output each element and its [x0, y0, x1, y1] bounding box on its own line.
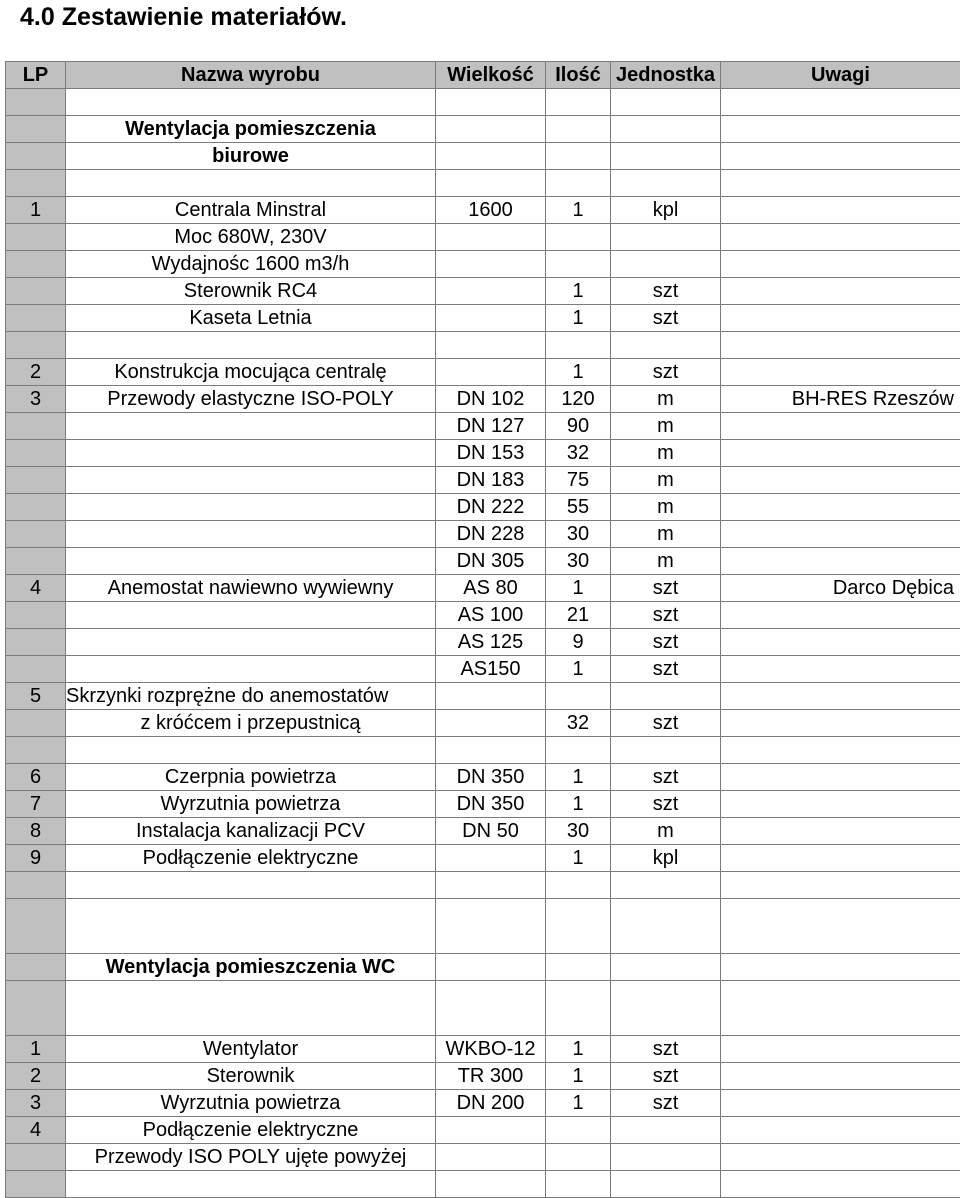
- cell-lp: [6, 251, 66, 278]
- table-row: [6, 791, 960, 818]
- cell-nazwa: Podłączenie elektryczne: [66, 1117, 436, 1144]
- cell-nazwa: Instalacja kanalizacji PCV: [66, 818, 436, 845]
- cell-jednostka: m: [611, 494, 721, 521]
- cell-uwagi: [721, 791, 960, 818]
- table-row: [6, 1144, 960, 1171]
- cell-nazwa: Wentylacja pomieszczenia: [66, 116, 436, 143]
- cell-wielkosc: [436, 170, 546, 197]
- cell-wielkosc: [436, 251, 546, 278]
- table-row: [6, 170, 960, 197]
- cell-wielkosc: [436, 1144, 546, 1171]
- cell-lp: [6, 170, 66, 197]
- cell-wielkosc: DN 153: [436, 440, 546, 467]
- table-row: [6, 575, 960, 602]
- table-row: [6, 116, 960, 143]
- cell-uwagi: [721, 1117, 960, 1144]
- cell-uwagi: [721, 305, 960, 332]
- table-row: [6, 1117, 960, 1144]
- cell-uwagi: [721, 602, 960, 629]
- cell-ilosc: 120: [546, 386, 611, 413]
- cell-nazwa: [66, 521, 436, 548]
- cell-jednostka: [611, 1171, 721, 1198]
- cell-wielkosc: [436, 737, 546, 764]
- cell-jednostka: m: [611, 413, 721, 440]
- cell-nazwa: [66, 548, 436, 575]
- cell-wielkosc: DN 228: [436, 521, 546, 548]
- cell-lp: [6, 899, 66, 954]
- cell-lp: 1: [6, 1036, 66, 1063]
- cell-jednostka: szt: [611, 305, 721, 332]
- cell-nazwa: Przewody ISO POLY ujęte powyżej: [66, 1144, 436, 1171]
- cell-jednostka: szt: [611, 359, 721, 386]
- cell-lp: [6, 954, 66, 981]
- cell-lp: [6, 710, 66, 737]
- cell-wielkosc: DN 305: [436, 548, 546, 575]
- cell-lp: [6, 602, 66, 629]
- cell-lp: [6, 413, 66, 440]
- cell-wielkosc: AS 80: [436, 575, 546, 602]
- cell-ilosc: [546, 116, 611, 143]
- cell-ilosc: 1: [546, 1063, 611, 1090]
- cell-wielkosc: WKBO-12: [436, 1036, 546, 1063]
- header-uwagi: Uwagi: [721, 62, 960, 89]
- cell-jednostka: m: [611, 467, 721, 494]
- cell-jednostka: [611, 116, 721, 143]
- cell-ilosc: [546, 954, 611, 981]
- cell-wielkosc: DN 127: [436, 413, 546, 440]
- cell-lp: 9: [6, 845, 66, 872]
- cell-wielkosc: DN 350: [436, 764, 546, 791]
- cell-uwagi: [721, 1063, 960, 1090]
- cell-nazwa: Wyrzutnia powietrza: [66, 791, 436, 818]
- cell-nazwa: Wydajnośc 1600 m3/h: [66, 251, 436, 278]
- cell-nazwa: [66, 89, 436, 116]
- cell-uwagi: [721, 494, 960, 521]
- cell-nazwa: Sterownik RC4: [66, 278, 436, 305]
- cell-uwagi: [721, 656, 960, 683]
- cell-nazwa: [66, 872, 436, 899]
- cell-ilosc: 1: [546, 656, 611, 683]
- cell-jednostka: [611, 981, 721, 1036]
- cell-ilosc: 1: [546, 791, 611, 818]
- table-row: [6, 1063, 960, 1090]
- cell-nazwa: [66, 899, 436, 954]
- cell-lp: 7: [6, 791, 66, 818]
- cell-uwagi: Darco Dębica: [721, 575, 960, 602]
- cell-nazwa: [66, 467, 436, 494]
- cell-wielkosc: [436, 710, 546, 737]
- cell-ilosc: [546, 872, 611, 899]
- cell-jednostka: szt: [611, 710, 721, 737]
- cell-lp: 1: [6, 197, 66, 224]
- cell-jednostka: szt: [611, 1063, 721, 1090]
- table-row: [6, 899, 960, 954]
- cell-ilosc: [546, 1144, 611, 1171]
- cell-lp: [6, 1171, 66, 1198]
- cell-jednostka: [611, 251, 721, 278]
- cell-ilosc: 9: [546, 629, 611, 656]
- header-wielkosc: Wielkość: [436, 62, 546, 89]
- cell-nazwa: Podłączenie elektryczne: [66, 845, 436, 872]
- table-row: [6, 494, 960, 521]
- header-ilosc: Ilość: [546, 62, 611, 89]
- table-row: [6, 602, 960, 629]
- cell-jednostka: [611, 332, 721, 359]
- cell-lp: 2: [6, 359, 66, 386]
- cell-lp: [6, 224, 66, 251]
- cell-ilosc: 30: [546, 521, 611, 548]
- cell-ilosc: 90: [546, 413, 611, 440]
- cell-ilosc: 1: [546, 1036, 611, 1063]
- cell-ilosc: [546, 683, 611, 710]
- cell-jednostka: m: [611, 521, 721, 548]
- cell-uwagi: [721, 413, 960, 440]
- cell-uwagi: [721, 1144, 960, 1171]
- cell-uwagi: [721, 1171, 960, 1198]
- cell-ilosc: 21: [546, 602, 611, 629]
- cell-ilosc: 1: [546, 575, 611, 602]
- cell-lp: [6, 656, 66, 683]
- table-row: [6, 305, 960, 332]
- cell-lp: [6, 494, 66, 521]
- table-row: [6, 197, 960, 224]
- cell-lp: [6, 629, 66, 656]
- table-row: [6, 1171, 960, 1198]
- cell-lp: 6: [6, 764, 66, 791]
- cell-wielkosc: 1600: [436, 197, 546, 224]
- cell-wielkosc: AS150: [436, 656, 546, 683]
- table-row: [6, 251, 960, 278]
- cell-ilosc: 1: [546, 197, 611, 224]
- cell-wielkosc: [436, 224, 546, 251]
- cell-wielkosc: DN 102: [436, 386, 546, 413]
- cell-nazwa: Przewody elastyczne ISO-POLY: [66, 386, 436, 413]
- cell-wielkosc: [436, 332, 546, 359]
- table-row: [6, 224, 960, 251]
- cell-nazwa: biurowe: [66, 143, 436, 170]
- cell-ilosc: 55: [546, 494, 611, 521]
- cell-lp: 5: [6, 683, 66, 710]
- table-body: [6, 89, 960, 1198]
- table-row: [6, 548, 960, 575]
- cell-ilosc: 75: [546, 467, 611, 494]
- cell-jednostka: szt: [611, 791, 721, 818]
- cell-ilosc: 1: [546, 845, 611, 872]
- table-row: [6, 143, 960, 170]
- cell-nazwa: Kaseta Letnia: [66, 305, 436, 332]
- cell-wielkosc: [436, 305, 546, 332]
- header-nazwa: Nazwa wyrobu: [66, 62, 436, 89]
- cell-wielkosc: [436, 359, 546, 386]
- cell-nazwa: Moc 680W, 230V: [66, 224, 436, 251]
- cell-jednostka: kpl: [611, 197, 721, 224]
- table-row: [6, 1036, 960, 1063]
- cell-nazwa: Sterownik: [66, 1063, 436, 1090]
- cell-ilosc: [546, 737, 611, 764]
- cell-lp: [6, 143, 66, 170]
- cell-nazwa: [66, 629, 436, 656]
- cell-lp: 4: [6, 1117, 66, 1144]
- cell-lp: [6, 440, 66, 467]
- table-row: [6, 386, 960, 413]
- header-jednostka: Jednostka: [611, 62, 721, 89]
- cell-ilosc: [546, 1117, 611, 1144]
- cell-uwagi: [721, 440, 960, 467]
- cell-wielkosc: DN 350: [436, 791, 546, 818]
- cell-jednostka: [611, 683, 721, 710]
- cell-uwagi: [721, 764, 960, 791]
- cell-wielkosc: [436, 872, 546, 899]
- cell-uwagi: [721, 981, 960, 1036]
- cell-nazwa: [66, 440, 436, 467]
- cell-wielkosc: DN 50: [436, 818, 546, 845]
- cell-wielkosc: AS 100: [436, 602, 546, 629]
- cell-jednostka: [611, 224, 721, 251]
- cell-uwagi: [721, 143, 960, 170]
- cell-uwagi: [721, 548, 960, 575]
- cell-jednostka: kpl: [611, 845, 721, 872]
- cell-nazwa: Wentylacja pomieszczenia WC: [66, 954, 436, 981]
- cell-lp: 2: [6, 1063, 66, 1090]
- cell-nazwa: [66, 981, 436, 1036]
- cell-wielkosc: [436, 899, 546, 954]
- cell-ilosc: [546, 89, 611, 116]
- table-row: [6, 737, 960, 764]
- cell-nazwa: Czerpnia powietrza: [66, 764, 436, 791]
- table-header-row: [6, 62, 960, 89]
- cell-nazwa: [66, 170, 436, 197]
- cell-lp: 3: [6, 1090, 66, 1117]
- cell-nazwa: [66, 1171, 436, 1198]
- cell-jednostka: m: [611, 548, 721, 575]
- table-row: [6, 521, 960, 548]
- cell-nazwa: [66, 737, 436, 764]
- cell-lp: 3: [6, 386, 66, 413]
- cell-ilosc: 1: [546, 359, 611, 386]
- cell-ilosc: 30: [546, 818, 611, 845]
- cell-jednostka: m: [611, 386, 721, 413]
- cell-jednostka: szt: [611, 278, 721, 305]
- table-row: [6, 845, 960, 872]
- cell-jednostka: m: [611, 440, 721, 467]
- cell-ilosc: [546, 1171, 611, 1198]
- cell-wielkosc: DN 200: [436, 1090, 546, 1117]
- header-lp: LP: [6, 62, 66, 89]
- table-row: [6, 89, 960, 116]
- cell-jednostka: [611, 170, 721, 197]
- cell-uwagi: [721, 224, 960, 251]
- cell-uwagi: [721, 899, 960, 954]
- cell-jednostka: [611, 899, 721, 954]
- cell-wielkosc: [436, 954, 546, 981]
- table-row: [6, 467, 960, 494]
- cell-ilosc: 1: [546, 305, 611, 332]
- cell-lp: [6, 467, 66, 494]
- cell-lp: 4: [6, 575, 66, 602]
- cell-lp: [6, 737, 66, 764]
- cell-uwagi: [721, 116, 960, 143]
- cell-jednostka: szt: [611, 1036, 721, 1063]
- cell-lp: [6, 548, 66, 575]
- cell-nazwa: [66, 602, 436, 629]
- cell-ilosc: [546, 251, 611, 278]
- cell-jednostka: szt: [611, 764, 721, 791]
- cell-wielkosc: [436, 89, 546, 116]
- page-title: 4.0 Zestawienie materiałów.: [20, 0, 347, 34]
- table-row: [6, 413, 960, 440]
- cell-nazwa: [66, 413, 436, 440]
- cell-uwagi: [721, 872, 960, 899]
- table-row: [6, 440, 960, 467]
- cell-uwagi: [721, 710, 960, 737]
- cell-uwagi: BH-RES Rzeszów: [721, 386, 960, 413]
- cell-ilosc: 32: [546, 440, 611, 467]
- table-row: [6, 359, 960, 386]
- cell-nazwa: Wyrzutnia powietrza: [66, 1090, 436, 1117]
- table-row: [6, 1090, 960, 1117]
- table-row: [6, 278, 960, 305]
- cell-jednostka: [611, 1117, 721, 1144]
- cell-lp: [6, 116, 66, 143]
- cell-nazwa: Anemostat nawiewno wywiewny: [66, 575, 436, 602]
- cell-ilosc: 1: [546, 764, 611, 791]
- cell-wielkosc: [436, 143, 546, 170]
- table-row: [6, 332, 960, 359]
- cell-nazwa: z króćcem i przepustnicą: [66, 710, 436, 737]
- cell-wielkosc: [436, 278, 546, 305]
- cell-nazwa: [66, 656, 436, 683]
- cell-jednostka: szt: [611, 629, 721, 656]
- cell-lp: [6, 521, 66, 548]
- cell-uwagi: [721, 818, 960, 845]
- cell-uwagi: [721, 1036, 960, 1063]
- cell-ilosc: [546, 224, 611, 251]
- cell-wielkosc: [436, 981, 546, 1036]
- cell-uwagi: [721, 737, 960, 764]
- cell-wielkosc: [436, 1171, 546, 1198]
- cell-lp: [6, 981, 66, 1036]
- materials-table: [5, 61, 960, 1198]
- cell-wielkosc: DN 183: [436, 467, 546, 494]
- cell-uwagi: [721, 521, 960, 548]
- cell-jednostka: [611, 1144, 721, 1171]
- cell-wielkosc: AS 125: [436, 629, 546, 656]
- table-row: [6, 764, 960, 791]
- cell-lp: [6, 332, 66, 359]
- cell-uwagi: [721, 845, 960, 872]
- cell-ilosc: [546, 981, 611, 1036]
- cell-uwagi: [721, 89, 960, 116]
- cell-jednostka: [611, 89, 721, 116]
- cell-uwagi: [721, 954, 960, 981]
- cell-nazwa: Centrala Minstral: [66, 197, 436, 224]
- cell-nazwa: Skrzynki rozprężne do anemostatów: [66, 683, 436, 710]
- cell-jednostka: szt: [611, 602, 721, 629]
- cell-wielkosc: TR 300: [436, 1063, 546, 1090]
- cell-nazwa: Wentylator: [66, 1036, 436, 1063]
- table-row: [6, 818, 960, 845]
- cell-jednostka: [611, 143, 721, 170]
- cell-uwagi: [721, 629, 960, 656]
- cell-uwagi: [721, 1090, 960, 1117]
- cell-lp: [6, 1144, 66, 1171]
- cell-lp: [6, 872, 66, 899]
- cell-ilosc: [546, 143, 611, 170]
- table-row: [6, 710, 960, 737]
- table-row: [6, 981, 960, 1036]
- cell-ilosc: [546, 170, 611, 197]
- cell-lp: [6, 305, 66, 332]
- cell-uwagi: [721, 251, 960, 278]
- table-row: [6, 656, 960, 683]
- cell-uwagi: [721, 359, 960, 386]
- cell-nazwa: Konstrukcja mocująca centralę: [66, 359, 436, 386]
- cell-uwagi: [721, 332, 960, 359]
- cell-wielkosc: DN 222: [436, 494, 546, 521]
- cell-lp: 8: [6, 818, 66, 845]
- table-row: [6, 872, 960, 899]
- cell-jednostka: [611, 872, 721, 899]
- table-row: [6, 683, 960, 710]
- cell-ilosc: 1: [546, 278, 611, 305]
- cell-ilosc: 30: [546, 548, 611, 575]
- cell-uwagi: [721, 170, 960, 197]
- cell-jednostka: szt: [611, 656, 721, 683]
- cell-wielkosc: [436, 1117, 546, 1144]
- cell-jednostka: szt: [611, 1090, 721, 1117]
- cell-ilosc: [546, 899, 611, 954]
- cell-lp: [6, 89, 66, 116]
- cell-jednostka: szt: [611, 575, 721, 602]
- cell-jednostka: [611, 954, 721, 981]
- cell-jednostka: [611, 737, 721, 764]
- cell-nazwa: [66, 332, 436, 359]
- cell-uwagi: [721, 278, 960, 305]
- table-row: [6, 629, 960, 656]
- cell-uwagi: [721, 197, 960, 224]
- table-row: [6, 954, 960, 981]
- cell-jednostka: m: [611, 818, 721, 845]
- cell-wielkosc: [436, 845, 546, 872]
- cell-ilosc: 32: [546, 710, 611, 737]
- cell-nazwa: [66, 494, 436, 521]
- cell-wielkosc: [436, 116, 546, 143]
- cell-wielkosc: [436, 683, 546, 710]
- cell-uwagi: [721, 467, 960, 494]
- cell-lp: [6, 278, 66, 305]
- cell-ilosc: [546, 332, 611, 359]
- cell-uwagi: [721, 683, 960, 710]
- cell-ilosc: 1: [546, 1090, 611, 1117]
